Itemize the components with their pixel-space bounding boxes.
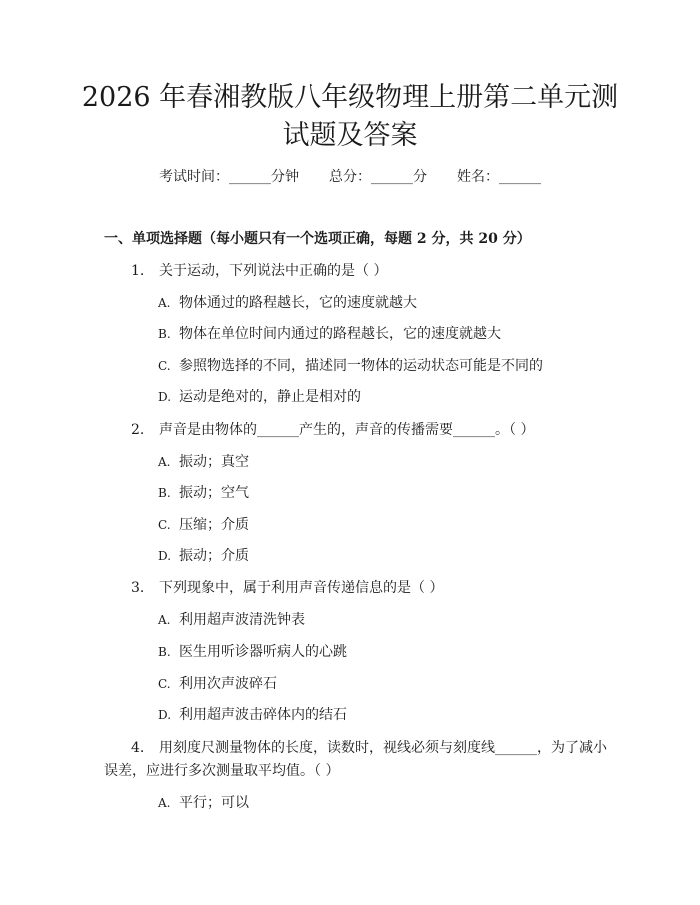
question-4-continuation	[104, 760, 339, 782]
option-letter: C.	[158, 518, 171, 532]
option-text: 医生用听诊器听病人的心跳	[179, 644, 347, 660]
option-text: 平行；可以	[179, 795, 249, 811]
question-number: 1.	[131, 263, 145, 279]
option-2a	[158, 451, 249, 473]
option-4a	[158, 792, 249, 814]
option-letter: A.	[158, 455, 171, 469]
name-field: 姓名：______	[457, 169, 541, 185]
option-text: 物体在单位时间内通过的路程越长，它的速度就越大	[179, 326, 501, 342]
option-3a	[158, 609, 305, 631]
option-letter: D.	[158, 549, 172, 563]
option-text: 振动；介质	[179, 548, 249, 564]
option-text: 利用超声波清洗钟表	[179, 612, 305, 628]
question-number: 3.	[131, 580, 145, 596]
question-3	[131, 577, 443, 599]
option-1d	[158, 386, 361, 408]
option-2c	[158, 514, 249, 536]
question-number: 4.	[131, 740, 145, 756]
option-1a	[158, 292, 417, 314]
question-text: 声音是由物体的______产生的，声音的传播需要______。（ ）	[159, 422, 535, 438]
option-letter: D.	[158, 390, 172, 404]
question-number: 2.	[131, 422, 145, 438]
title-line-1: 2026 年春湘教版八年级物理上册第二单元测	[81, 82, 619, 113]
option-text: 利用超声波击碎体内的结石	[179, 707, 347, 723]
option-letter: D.	[158, 708, 172, 722]
option-text: 利用次声波碎石	[179, 676, 277, 692]
option-text: 振动；空气	[179, 485, 249, 501]
option-3b	[158, 641, 347, 663]
option-letter: A.	[158, 613, 171, 627]
option-1c	[158, 355, 543, 377]
question-text: 下列现象中，属于利用声音传递信息的是（ ）	[159, 580, 444, 596]
option-letter: B.	[158, 486, 171, 500]
question-2	[131, 419, 534, 441]
option-letter: B.	[158, 645, 171, 659]
exam-info-row	[0, 166, 700, 188]
option-text: 振动；真空	[179, 454, 249, 470]
option-letter: C.	[158, 677, 171, 691]
option-2d	[158, 545, 249, 567]
total-score-field: 总分：______分	[329, 169, 427, 185]
option-letter: A.	[158, 296, 171, 310]
question-text-line-2: 误差，应进行多次测量取平均值。（ ）	[104, 763, 340, 779]
title-line-2: 试题及答案	[282, 120, 418, 151]
option-letter: C.	[158, 359, 171, 373]
option-3c	[158, 673, 277, 695]
option-letter: A.	[158, 796, 171, 810]
question-1	[131, 260, 387, 282]
section-heading: 一、单项选择题（每小题只有一个选项正确，每题 2 分，共 20 分）	[104, 231, 531, 247]
option-2b	[158, 482, 249, 504]
option-text: 参照物选择的不同，描述同一物体的运动状态可能是不同的	[179, 358, 543, 374]
question-text: 关于运动，下列说法中正确的是（ ）	[159, 263, 388, 279]
option-letter: B.	[158, 327, 171, 341]
option-text: 运动是绝对的，静止是相对的	[179, 389, 361, 405]
exam-time-field: 考试时间：______分钟	[159, 169, 299, 185]
option-3d	[158, 704, 347, 726]
question-4	[131, 737, 607, 759]
question-text-line-1: 用刻度尺测量物体的长度，读数时，视线必须与刻度线______，为了减小	[159, 740, 607, 756]
option-text: 压缩；介质	[179, 517, 249, 533]
option-1b	[158, 323, 501, 345]
option-text: 物体通过的路程越长，它的速度就越大	[179, 295, 417, 311]
